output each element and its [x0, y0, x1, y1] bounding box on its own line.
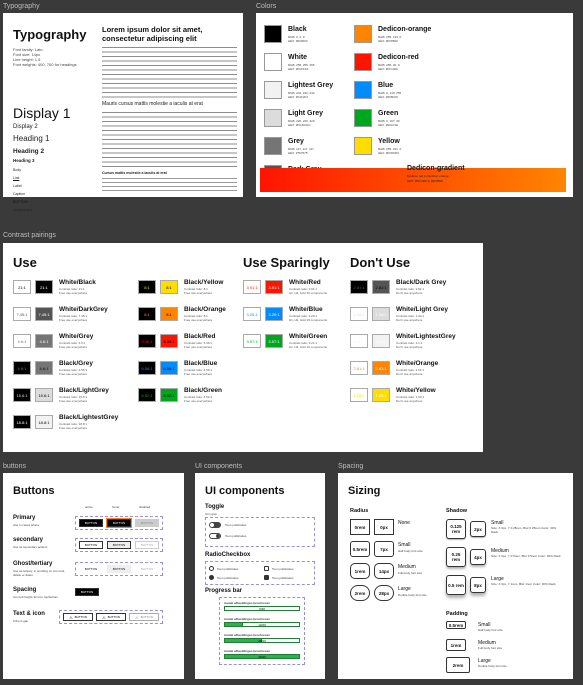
button-secondary-active[interactable]: BUTTON — [79, 541, 103, 549]
toggle-option-label: Toon publicaties — [225, 534, 247, 538]
progress-caption: Aantal afbeeldingen beschreven — [224, 617, 271, 621]
contrast-use-title: Use — [13, 255, 37, 270]
button-row-desc: Icon left height 32 icon top/bottom — [13, 595, 59, 599]
buttons-frame — [3, 473, 184, 679]
contrast-pair-name: White/DarkGrey — [59, 306, 108, 313]
warning-icon: ⚠ — [69, 614, 73, 620]
radius-rem: 2rem — [350, 585, 370, 601]
padding-desc: Large — [478, 658, 491, 664]
contrast-pair-ratio: Contrast ratio: 1.53:1 — [396, 395, 425, 399]
padding-desc: Small — [478, 622, 491, 628]
contrast-pair-name: White/Red — [289, 279, 321, 286]
contrast-chip-a: 21:1 — [13, 280, 31, 294]
button-text-icon-label: BUTTON — [74, 615, 87, 619]
color-rgb: RGB: 255, 133, 0 — [378, 35, 402, 39]
padding-sub: Half body font size — [478, 628, 503, 632]
color-rgb: RGB: 255, 221, 0 — [378, 147, 402, 151]
radio-label: RadioCheckbox — [205, 552, 251, 558]
typography-frame — [3, 13, 243, 212]
contrast-chip-a: 3.91:1 — [243, 280, 261, 294]
progress-caption: Aantal afbeeldingen beschreven — [224, 601, 271, 605]
progress-value: 20/40 — [258, 638, 266, 643]
contrast-pair-ratio: Contrast ratio: 4.6:1 — [59, 341, 86, 345]
contrast-pair-ratio: Contrast ratio: 3.91:1 — [289, 287, 318, 291]
color-rgb: RGB: 255, 20, 0 — [378, 63, 400, 67]
shadow-sub: Size: X 0px, Y 1rem, Blur 1rem Color: 30% black — [491, 582, 556, 586]
progress-value: 0/40 — [259, 606, 265, 611]
warning-icon: ⚠ — [135, 614, 139, 620]
contrast-chip-a: 1.53:1 — [350, 388, 368, 402]
button-text-icon-disabled[interactable] — [129, 613, 159, 621]
contrast-chip-b: 21:1 — [35, 280, 53, 294]
spacing-frame — [338, 473, 573, 679]
typography-level: Display 2 — [13, 124, 38, 130]
contrast-pair-ratio: Contrast ratio: 21:1 — [59, 287, 85, 291]
button-ghost-disabled[interactable]: BUTTON — [135, 565, 159, 573]
contrast-chip-b: 4.6:1 — [35, 334, 53, 348]
contrast-chip-a: 3.57:1 — [243, 334, 261, 348]
contrast-pair-ratio: Contrast ratio: 5.36:1 — [184, 341, 213, 345]
color-swatch-green[interactable] — [354, 109, 372, 127]
contrast-dont-title: Don't Use — [350, 255, 411, 270]
shadow-desc: Large — [491, 576, 504, 582]
ui-frame — [195, 473, 325, 679]
shadow-px: 2px — [470, 521, 486, 537]
shadow-desc: Small — [491, 520, 504, 526]
contrast-chip-b: 18.8:1 — [35, 415, 53, 429]
button-spacing-example[interactable]: BUTTON — [75, 588, 99, 596]
contrast-chip-b: 3.91:1 — [265, 280, 283, 294]
color-swatch-lightest-grey[interactable] — [264, 81, 282, 99]
contrast-chip-b: 2.61:1 — [372, 361, 390, 375]
contrast-pair-note: Don't use anywhere — [396, 399, 423, 403]
button-row-name: Primary — [13, 515, 36, 521]
contrast-pair-name: Black/LightestGrey — [59, 414, 119, 421]
lorem-subtitle: Mauris cursus mattis molestie a iaculis at erat — [102, 101, 203, 107]
contrast-sparingly-title: Use Sparingly — [243, 255, 330, 270]
contrast-pair-note: Free use everywhere — [184, 318, 213, 322]
color-hex: HEX: #F2F2F2 — [288, 95, 309, 99]
color-name: Lightest Grey — [288, 82, 334, 89]
color-rgb: RGB: 0, 167, 30 — [378, 119, 400, 123]
contrast-pair-ratio: Contrast ratio: 3.20:1 — [289, 314, 318, 318]
color-rgb: RGB: 0, 140, 255 — [378, 91, 402, 95]
typography-meta-line: Font size: 14px — [13, 52, 41, 57]
contrast-pair-note: Free use everywhere — [59, 399, 88, 403]
radius-label: Radius — [350, 508, 369, 514]
radius-desc: Large — [398, 586, 411, 592]
frame-label-contrast[interactable]: Contrast pairings — [3, 232, 56, 239]
toggle-label: Toggle — [205, 504, 225, 510]
color-hex: HEX: #008CFF — [378, 95, 399, 99]
color-swatch-dedicon-orange[interactable] — [354, 25, 372, 43]
padding-box: 1rem — [446, 639, 466, 651]
typography-level: BUTTON — [13, 200, 28, 204]
lorem-small-title: Cursus mattis molestie a iaculis at erat — [102, 171, 167, 175]
padding-label: Padding — [446, 611, 468, 617]
button-primary-hover[interactable]: BUTTON — [107, 519, 131, 527]
contrast-pair-ratio: Contrast ratio: 3.21:1 — [289, 341, 318, 345]
progress-caption: Aantal afbeeldingen beschreven — [224, 633, 271, 637]
color-swatch-light-grey[interactable] — [264, 109, 282, 127]
color-hex: HEX: #FFDD00 — [378, 151, 399, 155]
frame-label-typography[interactable]: Typography — [3, 3, 40, 10]
button-row-name: Spacing — [13, 587, 37, 593]
radio-button[interactable] — [209, 575, 214, 580]
button-row-name: Text & icon — [13, 611, 45, 617]
contrast-pair-ratio: Contrast ratio: 8:1 — [184, 314, 208, 318]
contrast-pair-name: White/Light Grey — [396, 306, 448, 313]
contrast-pair-name: White/Orange — [396, 360, 439, 367]
color-name: Dedicon-red — [378, 54, 419, 61]
contrast-pair-ratio: Contrast ratio: 15.6:1 — [59, 395, 88, 399]
shadow-rem: 0.125 rem — [446, 519, 466, 539]
radius-px: 14px — [374, 563, 394, 579]
contrast-chip-b: 6.56:1 — [160, 361, 178, 375]
radius-px: 0px — [374, 519, 394, 535]
frame-label-buttons[interactable]: buttons — [3, 463, 26, 470]
shadow-desc: Medium — [491, 548, 509, 554]
contrast-pair-name: White/Blue — [289, 306, 323, 313]
typography-title: Typography — [13, 27, 87, 42]
button-ghost-active[interactable]: BUTTON — [79, 565, 103, 573]
shadow-px: 8px — [470, 577, 486, 593]
typography-meta-line: Font weights: 400, 700 for headings — [13, 62, 77, 67]
toggle-sub: Icon gap — [205, 512, 217, 516]
lorem-paragraph-3 — [102, 176, 237, 192]
contrast-chip-a: 4.6:1 — [13, 334, 31, 348]
radio-option-label: Toon publicaties — [272, 576, 294, 580]
button-row-desc: 0.5rem gap — [13, 619, 29, 623]
contrast-chip-b: 5.36:1 — [160, 334, 178, 348]
contrast-chip-a: 5.36:1 — [138, 334, 156, 348]
contrast-chip-b: 6.52:1 — [160, 388, 178, 402]
button-state-label: disabled — [139, 505, 151, 509]
button-text-icon-hover[interactable] — [96, 613, 126, 621]
contrast-frame — [3, 243, 483, 452]
contrast-pair-note: Free use everywhere — [184, 291, 213, 295]
progress-value: 40/40 — [258, 654, 266, 659]
contrast-pair-name: White/Black — [59, 279, 96, 286]
typography-meta-line: Font family: Lato — [13, 47, 43, 52]
contrast-pair-ratio: Contrast ratio: 18.8:1 — [59, 422, 88, 426]
radius-px: 28px — [374, 585, 394, 601]
buttons-title: Buttons — [13, 485, 55, 497]
contrast-chip-b: 1.53:1 — [372, 388, 390, 402]
color-hex: HEX: #FF1400 — [378, 67, 398, 71]
radius-desc: None — [398, 520, 410, 526]
toggle-option-label: Toon publicaties — [225, 523, 247, 527]
contrast-pair-note: Free use everywhere — [59, 318, 88, 322]
contrast-pair-note: Free use everywhere — [59, 426, 88, 430]
shadow-rem: 0.5 rem — [446, 575, 466, 595]
shadow-sub: Size: X 0px, Y 0.5rem, Blur 0.5rem Color: 30% black — [491, 554, 561, 558]
contrast-pair-name: Black/Red — [184, 333, 216, 340]
checkbox[interactable] — [264, 575, 269, 580]
contrast-pair-note: Free use everywhere — [184, 372, 213, 376]
frame-label-ui[interactable]: UI components — [195, 463, 243, 470]
contrast-pair-name: White/Yellow — [396, 387, 436, 394]
color-swatch-grey[interactable] — [264, 137, 282, 155]
typography-level: Heading 1 — [13, 134, 50, 143]
shadow-rem: 0.25 rem — [446, 547, 466, 567]
color-name: Yellow — [378, 138, 400, 145]
button-secondary-disabled[interactable]: BUTTON — [135, 541, 159, 549]
button-state-label: active — [85, 505, 93, 509]
contrast-pair-note: Free use everywhere — [59, 372, 88, 376]
contrast-pair-note: H1, H2, bold 16 components — [289, 345, 328, 349]
shadow-sub: Size: X 0px, Y 0.25rem, Blur 0.25rem Color: 30% black — [491, 526, 557, 534]
contrast-chip-a: 1.34:1 — [350, 307, 368, 321]
progress-label: Progress bar — [205, 588, 243, 594]
contrast-pair-note: Don't use anywhere — [396, 318, 423, 322]
padding-box: 2rem — [446, 657, 470, 673]
contrast-pair-name: White/Grey — [59, 333, 94, 340]
gradient-desc: Dedicon red to Dedicon orange — [407, 174, 449, 178]
display-1: Display 1 — [13, 105, 71, 121]
contrast-pair-note: Free use everywhere — [184, 399, 213, 403]
button-row-desc: Use in cases where — [13, 523, 40, 527]
contrast-pair-name: Black/Blue — [184, 360, 218, 367]
contrast-chip-a: 3.20:1 — [243, 307, 261, 321]
typography-meta-line: Line height: 1.5 — [13, 57, 41, 62]
contrast-pair-note: Free use everywhere — [59, 291, 88, 295]
color-hex: HEX: #757575 — [288, 151, 308, 155]
radio-button[interactable] — [209, 566, 214, 571]
contrast-chip-b: 1.34:1 — [372, 307, 390, 321]
gradient-hex: HEX: #FF1400 to #FF8500 — [407, 179, 444, 183]
contrast-chip-a: 8:1 — [138, 307, 156, 321]
contrast-chip-a: 6.56:1 — [138, 361, 156, 375]
contrast-pair-ratio: Contrast ratio: 1.1:1 — [396, 341, 423, 345]
color-rgb: RGB: 0, 0, 0 — [288, 35, 305, 39]
checkbox[interactable] — [264, 566, 269, 571]
typography-level: Heading 3 — [13, 158, 35, 163]
contrast-pair-name: Black/Yellow — [184, 279, 224, 286]
color-rgb: RGB: 242, 242, 242 — [288, 91, 315, 95]
frame-label-spacing[interactable]: Spacing — [338, 463, 364, 470]
color-hex: HEX: #FF8500 — [378, 39, 398, 43]
sizing-title: Sizing — [348, 485, 381, 497]
contrast-chip-a: 18.8:1 — [13, 415, 31, 429]
shadow-label: Shadow — [446, 508, 468, 514]
contrast-chip-b: 2.81:1 — [372, 280, 390, 294]
contrast-chip-b: 8:1 — [160, 307, 178, 321]
toggle-knob — [216, 534, 220, 538]
radius-sub: Half body font size — [398, 549, 423, 553]
contrast-chip-a: 15.6:1 — [13, 388, 31, 402]
lorem-paragraph-1 — [102, 45, 237, 101]
contrast-pair-name: White/LightestGrey — [396, 333, 456, 340]
color-hex: HEX: #FFFFFF — [288, 67, 309, 71]
contrast-chip-a: 2.61:1 — [350, 361, 368, 375]
toggle-knob — [210, 523, 214, 527]
toggle-switch[interactable] — [209, 522, 221, 528]
contrast-chip-a: 4.6:1 — [13, 361, 31, 375]
radius-desc: Medium — [398, 564, 416, 570]
contrast-pair-note: Don't use anywhere — [396, 291, 423, 295]
contrast-pair-name: Black/Dark Grey — [396, 279, 447, 286]
contrast-pair-ratio: Contrast ratio: 2.61:1 — [396, 368, 425, 372]
frame-label-colors[interactable]: Colors — [256, 3, 277, 10]
color-swatch-dedicon-red[interactable] — [354, 53, 372, 71]
color-swatch-blue[interactable] — [354, 81, 372, 99]
button-row-desc: Use as tertiary, in scrolling on icon tool, delete or dates — [13, 569, 65, 577]
contrast-chip-b: 4.6:1 — [35, 361, 53, 375]
contrast-pair-name: Black/LightGrey — [59, 387, 109, 394]
color-name: Dedicon-orange — [378, 26, 432, 33]
button-row-desc: Use as secondary actions — [13, 545, 48, 549]
contrast-chip-b: 3.20:1 — [265, 307, 283, 321]
contrast-pair-ratio: Contrast ratio: 7.45:1 — [59, 314, 88, 318]
contrast-pair-name: Black/Green — [184, 387, 222, 394]
toggle-group — [205, 517, 315, 547]
button-ghost-hover[interactable]: BUTTON — [107, 565, 131, 573]
button-text-icon-active[interactable] — [63, 613, 93, 621]
typography-level: Label — [13, 184, 22, 188]
radius-desc: Small — [398, 542, 411, 548]
radio-option-label: Toon publicaties — [217, 567, 239, 571]
contrast-pair-note: H1, H2, bold 16 components — [289, 291, 328, 295]
contrast-pair-ratio: Contrast ratio: 6.52:1 — [184, 395, 213, 399]
contrast-chip-b: 1.1:1 — [372, 334, 390, 348]
radius-sub: Double body font size — [398, 593, 427, 597]
color-hex: HEX: #00A71E — [378, 123, 399, 127]
radio-option-label: Toon publicaties — [217, 576, 239, 580]
lorem-title: Lorem ipsum dolor sit amet, consectetur adipiscing elit — [102, 25, 203, 43]
progress-value: 10/40 — [258, 622, 266, 627]
radius-rem: 1rem — [350, 563, 370, 579]
contrast-pair-ratio: Contrast ratio: 4.55:1 — [59, 368, 88, 372]
radius-px: 7px — [374, 541, 394, 557]
color-rgb: RGB: 255, 255, 255 — [288, 63, 315, 67]
contrast-chip-b: 8:1 — [160, 280, 178, 294]
radius-rem: 0.5rem — [350, 541, 370, 557]
gradient-name: Dedicon-gradient — [407, 165, 465, 172]
color-name: Black — [288, 26, 307, 33]
warning-icon: ⚠ — [102, 614, 106, 620]
padding-desc: Medium — [478, 640, 496, 646]
button-row-name: Ghost/tertiary — [13, 561, 53, 567]
contrast-chip-a: 2.81:1 — [350, 280, 368, 294]
radio-option-label: Toon publicaties — [272, 567, 294, 571]
color-name: Grey — [288, 138, 304, 145]
contrast-chip-a: 8:1 — [138, 280, 156, 294]
typography-level: Caption — [13, 192, 26, 196]
button-text-icon-label: BUTTON — [140, 615, 153, 619]
button-state-label: hover — [112, 505, 120, 509]
radio-group — [205, 561, 315, 585]
contrast-pair-note: Free use everywhere — [59, 345, 88, 349]
contrast-chip-b: 7.45:1 — [35, 307, 53, 321]
color-rgb: RGB: 117, 117, 117 — [288, 147, 314, 151]
color-name: Blue — [378, 82, 394, 89]
ui-title: UI components — [205, 485, 285, 497]
button-row-name: secondary — [13, 537, 44, 543]
radius-sub: Full body font size — [398, 571, 423, 575]
typography-level: Body — [13, 168, 21, 172]
typography-level: Link — [13, 176, 20, 180]
color-name: Green — [378, 110, 399, 117]
color-hex: HEX: #DCDCDC — [288, 123, 311, 127]
radius-rem: 0rem — [350, 519, 370, 535]
color-hex: HEX: #000000 — [288, 39, 308, 43]
button-text-icon-label: BUTTON — [107, 615, 120, 619]
color-rgb: RGB: 220, 220, 220 — [288, 119, 315, 123]
button-secondary-hover[interactable]: BUTTON — [107, 541, 131, 549]
progress-caption: Aantal afbeeldingen beschreven — [224, 649, 271, 653]
color-name: White — [288, 54, 308, 61]
contrast-pair-name: Black/Orange — [184, 306, 226, 313]
contrast-chip-b: 3.57:1 — [265, 334, 283, 348]
color-swatch-yellow[interactable] — [354, 137, 372, 155]
contrast-pair-ratio: Contrast ratio: 6.56:1 — [184, 368, 213, 372]
shadow-px: 4px — [470, 549, 486, 565]
toggle-switch[interactable] — [209, 533, 221, 539]
contrast-pair-note: Don't use anywhere — [396, 372, 423, 376]
padding-box: 0.5rem — [446, 621, 466, 629]
color-swatch-white[interactable] — [264, 53, 282, 71]
typography-level: Detailed text — [13, 208, 33, 212]
button-primary-disabled[interactable]: BUTTON — [135, 519, 159, 527]
contrast-pair-ratio: Contrast ratio: 8:1 — [184, 287, 208, 291]
contrast-chip-a: 6.52:1 — [138, 388, 156, 402]
padding-sub: Full body font size — [478, 646, 503, 650]
contrast-chip-a: 7.45:1 — [13, 307, 31, 321]
contrast-pair-name: Black/Grey — [59, 360, 93, 367]
typography-level: Heading 2 — [13, 148, 45, 155]
contrast-pair-note: Free use everywhere — [184, 345, 213, 349]
contrast-pair-ratio: Contrast ratio: 2.81:1 — [396, 287, 425, 291]
lorem-paragraph-2 — [102, 110, 237, 168]
contrast-chip-a: 1.1:1 — [350, 334, 368, 348]
contrast-pair-name: White/Green — [289, 333, 328, 340]
contrast-pair-note: H1, H2, bold 16 components — [289, 318, 328, 322]
contrast-pair-ratio: Contrast ratio: 1.34:1 — [396, 314, 425, 318]
color-name: Light Grey — [288, 110, 324, 117]
contrast-pair-note: Don't use anywhere — [396, 345, 423, 349]
button-primary-active[interactable]: BUTTON — [79, 519, 103, 527]
contrast-chip-b: 15.6:1 — [35, 388, 53, 402]
padding-sub: Double body font size — [478, 664, 507, 668]
colors-frame — [256, 13, 573, 197]
color-swatch-black[interactable] — [264, 25, 282, 43]
